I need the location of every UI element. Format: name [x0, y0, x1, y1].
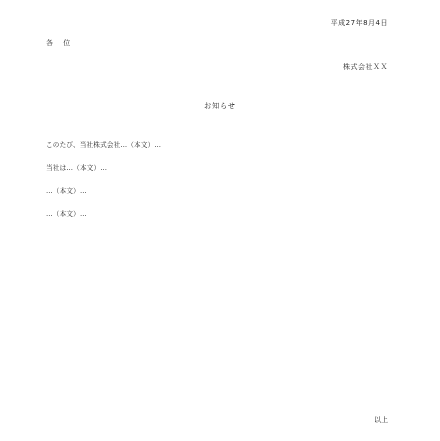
- recipient: 各 位: [46, 39, 75, 47]
- closing: 以上: [374, 416, 388, 424]
- paragraph-4: …（本文）…: [46, 210, 87, 218]
- paragraph-3: …（本文）…: [46, 187, 87, 195]
- sender: 株式会社ＸＸ: [343, 63, 388, 71]
- paragraph-2: 当社は…（本文）…: [46, 164, 108, 172]
- paragraph-1: このたび、当社株式会社…（本文）…: [46, 141, 162, 149]
- document-title: お知らせ: [204, 102, 236, 110]
- issue-date: 平成27年8月4日: [330, 19, 388, 27]
- document-body: [46, 140, 396, 232]
